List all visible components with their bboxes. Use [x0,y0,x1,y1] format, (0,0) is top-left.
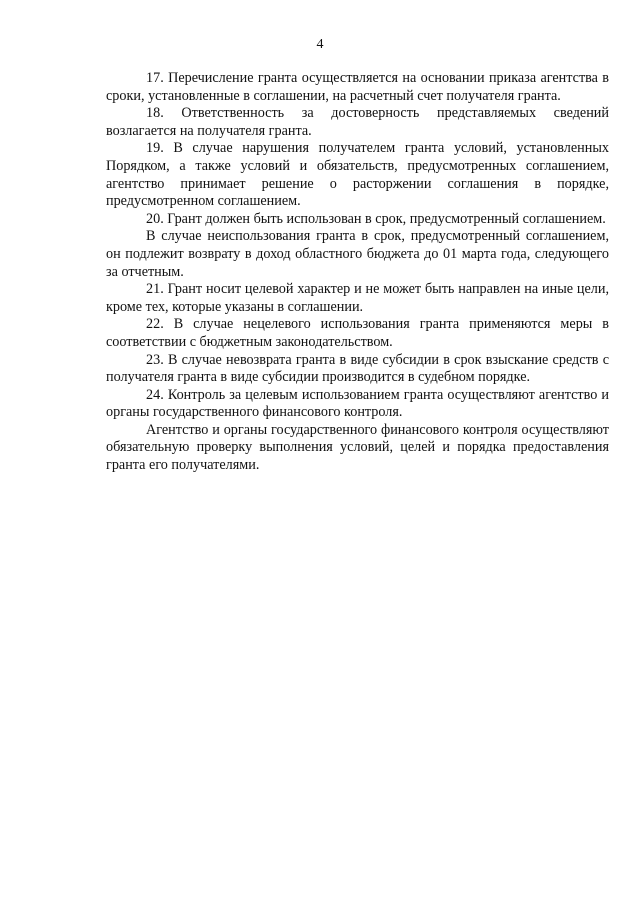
page-number: 4 [316,37,324,52]
paragraph-21: 21. Грант носит целевой характер и не может быть направлен на иные цели, кроме тех, которые указаны в соглашении. [106,281,609,315]
document-body [106,70,609,475]
paragraph-19: 19. В случае нарушения получателем гранта условий, установленных Порядком, а также условий и обязательств, предусмотренных соглашением, агентство принимает решение о расторжении соглашения в порядке, предусмотренном соглашением. [106,140,609,210]
paragraph-18: 18. Ответственность за достоверность представляемых сведений возлагается на получателя гранта. [106,105,609,139]
paragraph-23: 23. В случае невозврата гранта в виде субсидии в срок взыскание средств с получателя гранта в виде субсидии производится в судебном порядке. [106,351,609,386]
paragraph-24: 24. Контроль за целевым использованием гранта осуществляют агентство и органы государственного финансового контроля. [106,386,609,421]
paragraph-20-continued: В случае неиспользования гранта в срок, предусмотренный соглашением, он подлежит возврату в доход областного бюджета до 01 марта года, следующего за отчетным. [106,228,609,280]
paragraph-22: 22. В случае нецелевого использования гранта применяются меры в соответствии с бюджетным законодательством. [106,316,609,350]
paragraph-17: 17. Перечисление гранта осуществляется на основании приказа агентства в сроки, установленные в соглашении, на расчетный счет получателя гранта. [106,70,609,104]
paragraph-24-continued: Агентство и органы государственного финансового контроля осуществляют обязательную проверку выполнения условий, целей и порядка предоставления гранта его получателями. [106,421,609,474]
paragraph-20: 20. Грант должен быть использован в срок, предусмотренный соглашением. [146,210,606,227]
